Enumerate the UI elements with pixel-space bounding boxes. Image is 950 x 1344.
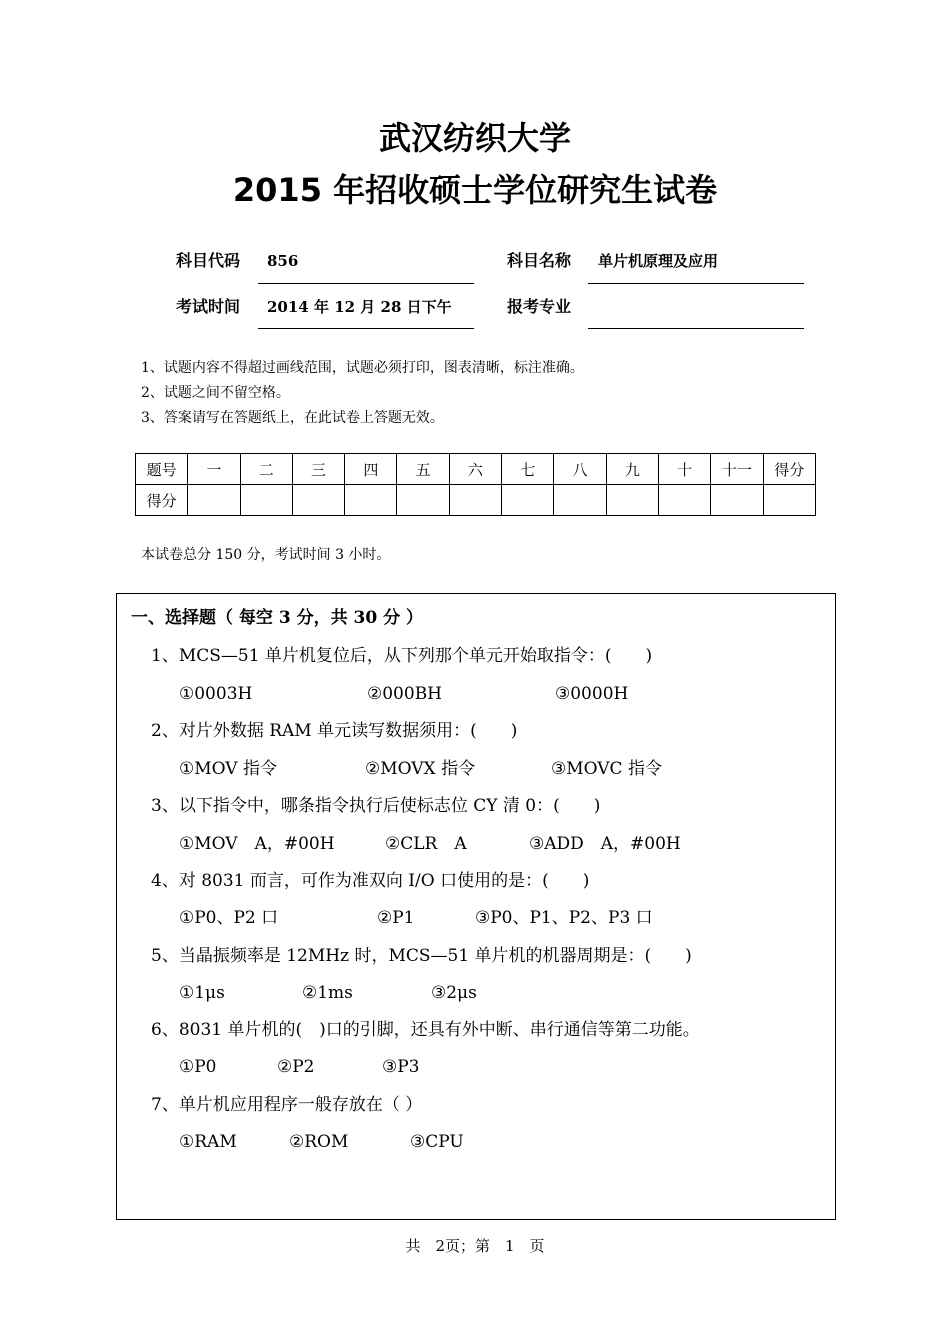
score-header-cell: 七	[502, 454, 554, 485]
question-6: 6、8031 单片机的( )口的引脚，还具有外中断、串行通信等第二功能。	[151, 1020, 700, 1040]
score-header-cell: 五	[397, 454, 449, 485]
question-3: 3、以下指令中，哪条指令执行后使标志位 CY 清 0：( )	[151, 796, 601, 816]
major-label: 报考专业	[507, 297, 572, 316]
rule-item: 1、试题内容不得超过画线范围，试题必须打印，图表清晰，标注准确。	[141, 360, 584, 376]
question-1-option-2: ②000BH	[367, 684, 443, 704]
exam-time-label: 考试时间	[176, 297, 241, 316]
major-underline	[588, 328, 804, 329]
question-6-option-3: ③P3	[382, 1057, 420, 1077]
score-header-cell: 九	[606, 454, 658, 485]
question-4-option-3: ③P0、P1、P2、P3 口	[475, 908, 653, 928]
score-cell	[240, 485, 292, 516]
score-cell	[292, 485, 344, 516]
question-5: 5、当晶振频率是 12MHz 时，MCS—51 单片机的机器周期是：( )	[151, 946, 692, 966]
question-1-option-1: ①0003H	[179, 684, 253, 704]
subject-name-value: 单片机原理及应用	[598, 252, 719, 270]
question-4-option-2: ②P1	[377, 908, 415, 928]
rule-item: 3、答案请写在答题纸上，在此试卷上答题无效。	[141, 410, 444, 426]
score-header-cell: 一	[188, 454, 240, 485]
question-6-option-2: ②P2	[277, 1057, 315, 1077]
rule-item: 2、试题之间不留空格。	[141, 385, 290, 401]
score-table-score-row	[136, 485, 816, 516]
question-4-option-1: ①P0、P2 口	[179, 908, 279, 928]
score-cell	[711, 485, 763, 516]
section-title: 一、选择题（ 每空 3 分，共 30 分 ）	[131, 608, 423, 628]
question-7-option-2: ②ROM	[289, 1132, 349, 1152]
score-cell	[345, 485, 397, 516]
score-cell	[606, 485, 658, 516]
question-3-option-2: ②CLR A	[385, 834, 467, 854]
question-2-option-2: ②MOVX 指令	[365, 759, 476, 779]
score-cell	[763, 485, 815, 516]
score-header-cell: 得分	[763, 454, 815, 485]
question-1-option-3: ③0000H	[555, 684, 629, 704]
question-7-option-3: ③CPU	[410, 1132, 464, 1152]
subject-code-label: 科目代码	[176, 251, 241, 270]
score-header-cell: 六	[449, 454, 501, 485]
score-header-cell: 十一	[711, 454, 763, 485]
score-table-header-row	[136, 454, 816, 485]
exam-title: 2015 年招收硕士学位研究生试卷	[232, 171, 718, 209]
question-3-option-3: ③ADD A，#00H	[529, 834, 681, 854]
question-7: 7、单片机应用程序一般存放在（ ）	[151, 1095, 423, 1115]
score-header-cell: 题号	[136, 454, 188, 485]
exam-time-value: 2014 年 12 月 28 日下午	[267, 298, 452, 316]
score-table	[135, 453, 816, 516]
question-2: 2、对片外数据 RAM 单元读写数据须用：( )	[151, 721, 518, 741]
question-5-option-3: ③2μs	[431, 983, 477, 1003]
question-section-box	[116, 593, 836, 1220]
subject-code-underline	[258, 283, 474, 284]
page-footer: 共 2页；第 1 页	[405, 1237, 545, 1255]
score-cell	[554, 485, 606, 516]
question-7-option-1: ①RAM	[179, 1132, 237, 1152]
exam-time-underline	[258, 328, 474, 329]
score-cell	[658, 485, 710, 516]
subject-name-label: 科目名称	[507, 251, 572, 270]
subject-name-underline	[588, 283, 804, 284]
question-4: 4、对 8031 而言，可作为准双向 I/O 口使用的是：( )	[151, 871, 590, 891]
score-header-cell: 三	[292, 454, 344, 485]
score-row-label: 得分	[136, 485, 188, 516]
question-2-option-3: ③MOVC 指令	[551, 759, 662, 779]
score-header-cell: 四	[345, 454, 397, 485]
question-2-option-1: ①MOV 指令	[179, 759, 277, 779]
score-cell	[188, 485, 240, 516]
university-title: 武汉纺织大学	[378, 119, 571, 157]
score-cell	[397, 485, 449, 516]
score-header-cell: 二	[240, 454, 292, 485]
total-score-note: 本试卷总分 150 分，考试时间 3 小时。	[141, 547, 391, 563]
exam-rules	[141, 356, 584, 431]
question-5-option-1: ①1μs	[179, 983, 225, 1003]
subject-code-value: 856	[267, 252, 299, 270]
question-5-option-2: ②1ms	[302, 983, 353, 1003]
score-header-cell: 八	[554, 454, 606, 485]
score-header-cell: 十	[658, 454, 710, 485]
question-3-option-1: ①MOV A，#00H	[179, 834, 335, 854]
score-cell	[449, 485, 501, 516]
question-1: 1、MCS—51 单片机复位后，从下列那个单元开始取指令：( )	[151, 646, 653, 666]
question-6-option-1: ①P0	[179, 1057, 217, 1077]
score-cell	[502, 485, 554, 516]
